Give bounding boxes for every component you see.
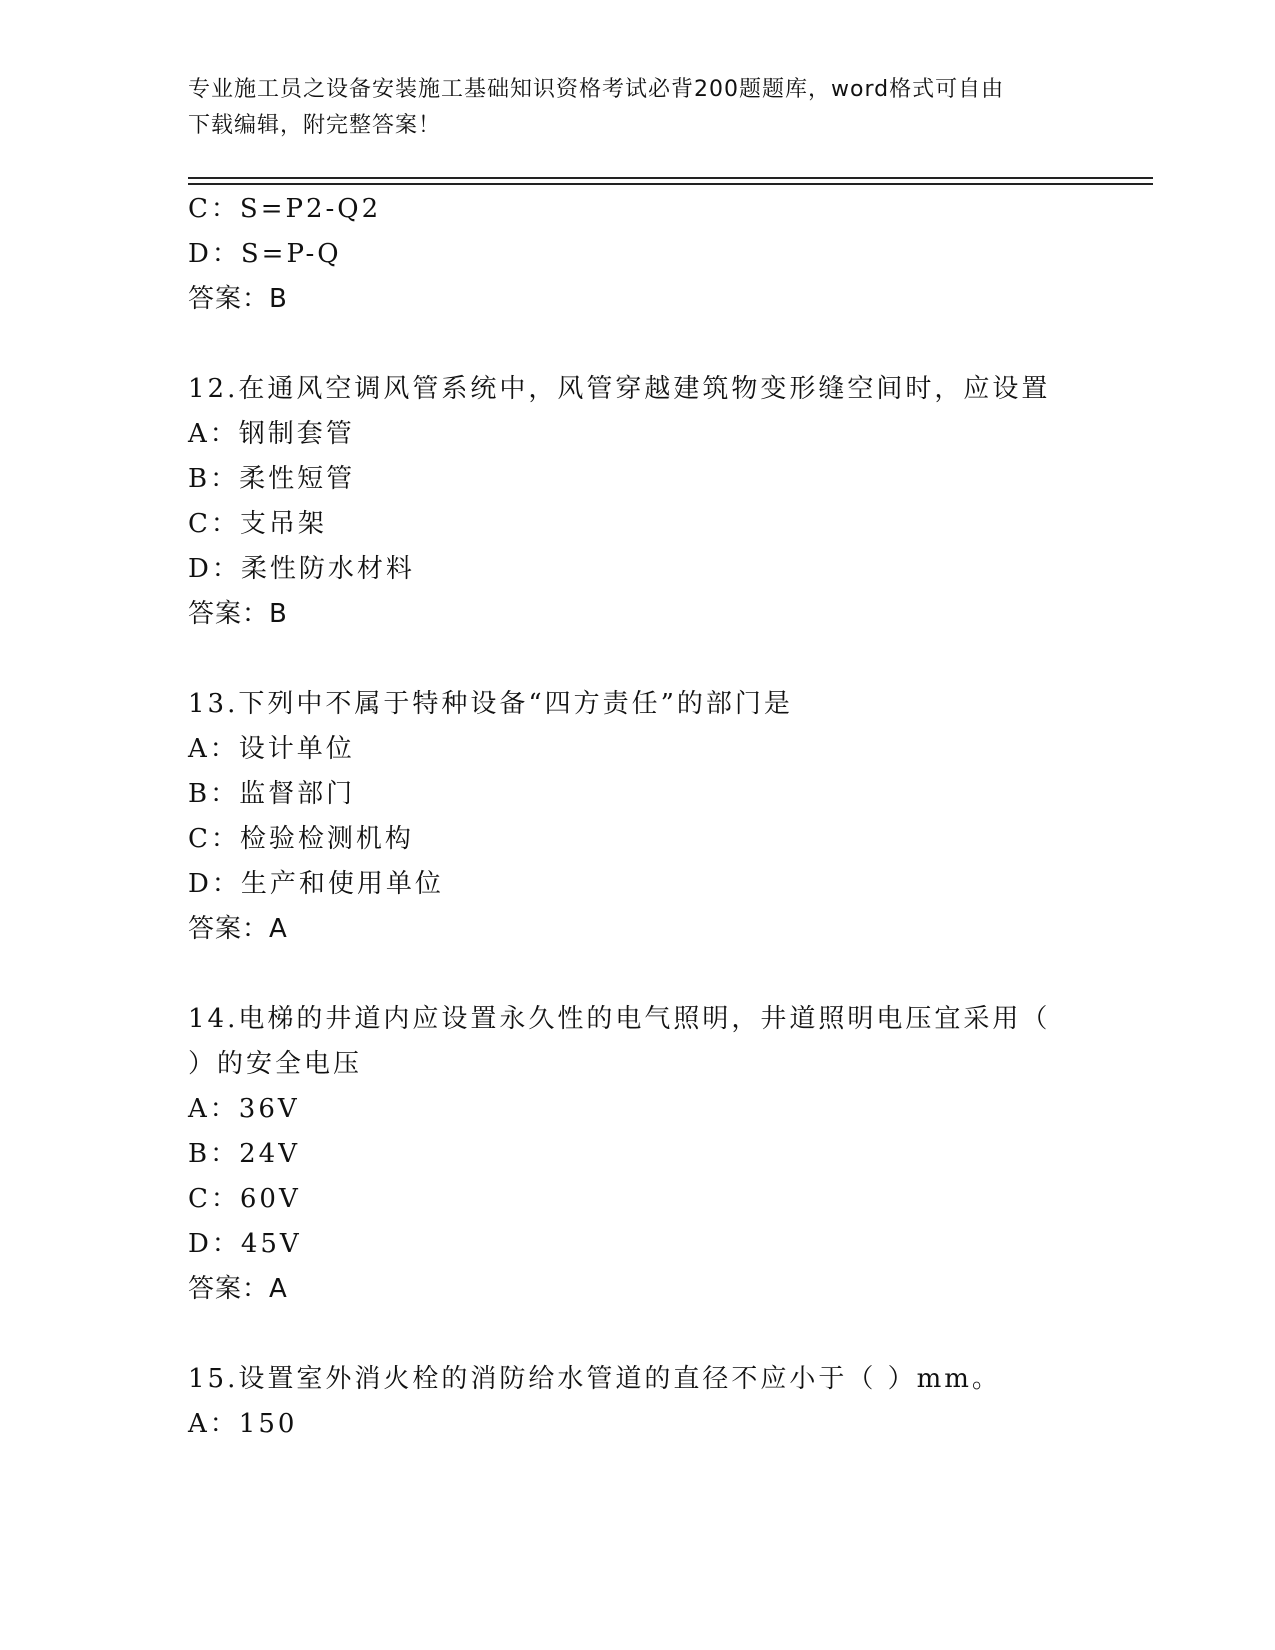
q14-question-line-1: 14.电梯的井道内应设置永久性的电气照明，井道照明电压宜采用（ [188,1004,1051,1034]
header-divider-bottom [188,183,1153,185]
q14-option-a: A：36V [188,1094,300,1124]
q12-option-d: D：柔性防水材料 [188,554,415,584]
q11-answer: 答案：B [188,284,288,314]
q13-answer: 答案：A [188,914,288,944]
q13-option-a: A：设计单位 [188,734,355,764]
header-divider-top [188,177,1153,179]
header-title-line-1: 专业施工员之设备安装施工基础知识资格考试必背200题题库，word格式可自由 [188,77,1005,102]
document-header [188,72,1068,144]
q15-option-a: A：150 [188,1409,298,1439]
q11-option-d: D：S=P-Q [188,239,342,269]
header-title-line-2: 下载编辑，附完整答案！ [188,113,442,138]
q14-answer: 答案：A [188,1274,288,1304]
q12-option-b: B：柔性短管 [188,464,356,494]
q14-question-line-2: ）的安全电压 [188,1049,363,1079]
q14-option-d: D：45V [188,1229,302,1259]
q14-option-b: B：24V [188,1139,300,1169]
q13-option-d: D：生产和使用单位 [188,869,444,899]
q15-question: 15.设置室外消火栓的消防给水管道的直径不应小于（ ）mm。 [188,1364,1001,1394]
q12-question: 12.在通风空调风管系统中，风管穿越建筑物变形缝空间时，应设置 [188,374,1051,404]
q13-option-c: C：检验检测机构 [188,824,414,854]
q14-option-c: C：60V [188,1184,301,1214]
q12-answer: 答案：B [188,599,288,629]
q12-option-a: A：钢制套管 [188,419,355,449]
q13-option-b: B：监督部门 [188,779,356,809]
q12-option-c: C：支吊架 [188,509,327,539]
q11-option-c: C：S=P2-Q2 [188,194,382,224]
q13-question: 13.下列中不属于特种设备“四方责任”的部门是 [188,689,793,719]
